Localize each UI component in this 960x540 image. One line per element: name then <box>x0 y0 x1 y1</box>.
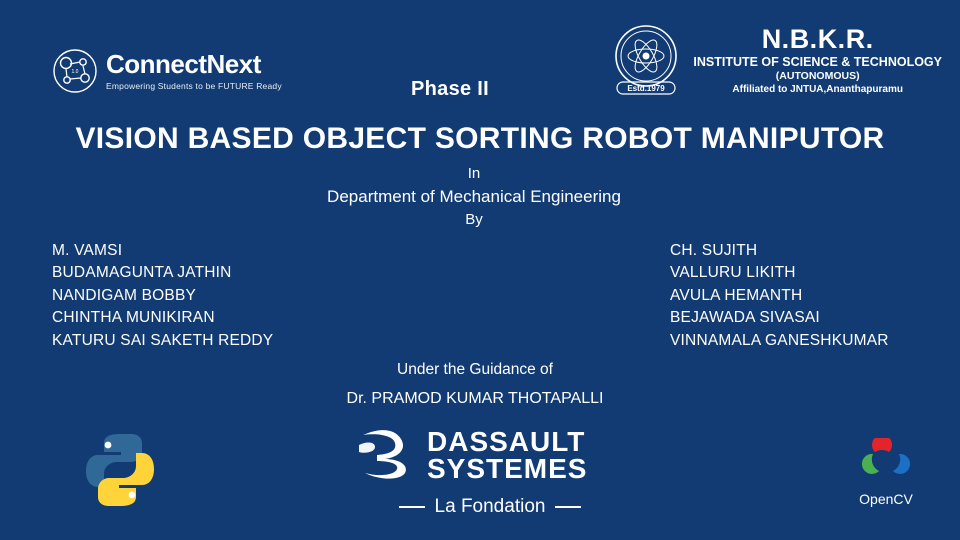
phase-label: Phase II <box>411 78 489 100</box>
list-item: KATURU SAI SAKETH REDDY <box>52 331 274 349</box>
opencv-label: OpenCV <box>859 491 913 507</box>
python-logo-icon <box>78 428 162 512</box>
preamble-block <box>0 163 960 231</box>
nbkr-affiliation-line: Affiliated to JNTUA,Ananthapuramu <box>732 84 903 95</box>
list-item: CH. SUJITH <box>670 242 758 259</box>
guidance-label: Under the Guidance of <box>397 361 553 378</box>
list-item: VINNAMALA GANESHKUMAR <box>670 331 889 349</box>
preamble-in: In <box>467 165 481 182</box>
student-list-left <box>52 240 273 352</box>
list-item: M. VAMSI <box>52 242 123 259</box>
list-item: BUDAMAGUNTA JATHIN <box>52 264 232 282</box>
connectnext-tagline: Empowering Students to be FUTURE Ready <box>106 81 282 91</box>
opencv-logo <box>846 438 926 507</box>
divider-right <box>555 506 581 508</box>
dassault-word-2: SYSTEMES <box>427 452 588 484</box>
student-list-right <box>670 240 889 352</box>
la-fondation-label: La Fondation <box>434 496 546 517</box>
connectnext-title: ConnectNext <box>106 49 261 79</box>
nbkr-institute-line: INSTITUTE OF SCIENCE & TECHNOLOGY <box>693 55 942 69</box>
list-item: VALLURU LIKITH <box>670 264 796 282</box>
preamble-by: By <box>465 211 483 229</box>
list-item: CHINTHA MUNIKIRAN <box>52 309 215 327</box>
svg-text:1.0: 1.0 <box>71 69 79 75</box>
opencv-logo-icon <box>846 438 926 489</box>
guidance-name: Dr. PRAMOD KUMAR THOTAPALLI <box>346 390 604 408</box>
guidance-block <box>0 358 960 411</box>
dassault-3ds-icon <box>355 425 417 486</box>
divider-left <box>399 506 425 508</box>
svg-text:Estd.1979: Estd.1979 <box>627 84 666 93</box>
page-title: VISION BASED OBJECT SORTING ROBOT MANIPUTOR <box>75 122 885 155</box>
dassault-systemes-logo <box>355 425 625 520</box>
list-item: AVULA HEMANTH <box>670 286 803 304</box>
dassault-word-1: DASSAULT <box>427 425 586 457</box>
list-item: BEJAWADA SIVASAI <box>670 309 820 327</box>
nbkr-name: N.B.K.R. <box>761 24 874 54</box>
list-item: NANDIGAM BOBBY <box>52 286 197 304</box>
nbkr-autonomous-line: (AUTONOMOUS) <box>775 70 860 82</box>
preamble-department: Department of Mechanical Engineering <box>327 186 621 206</box>
